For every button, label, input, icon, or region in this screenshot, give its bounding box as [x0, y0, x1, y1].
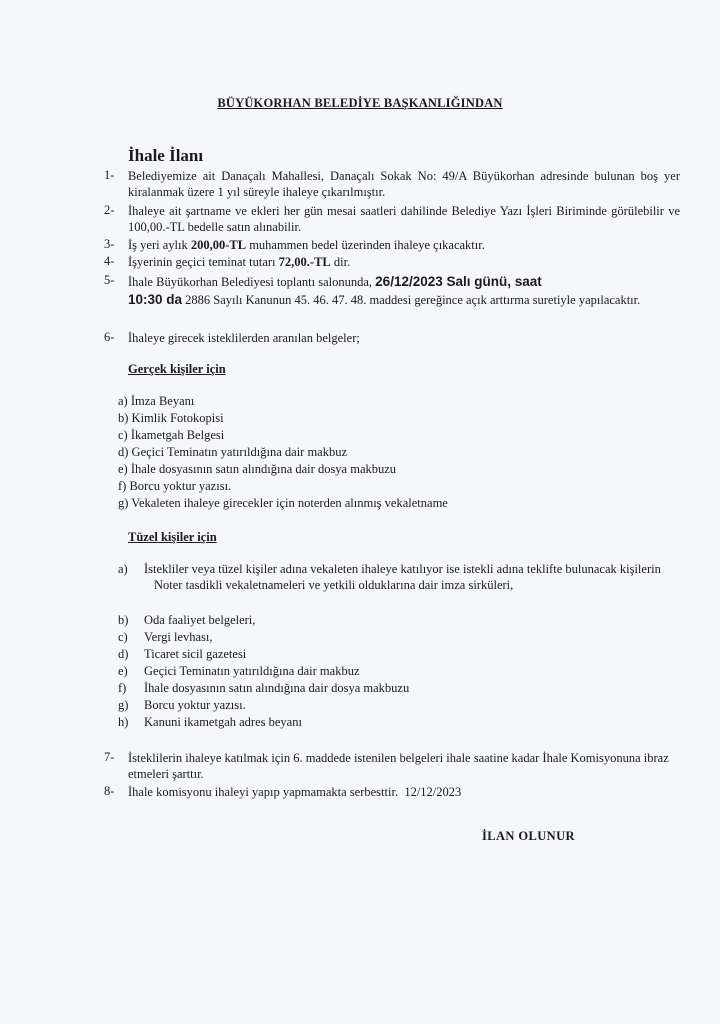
item-number: 1- [104, 168, 115, 182]
list-item: g) Vekaleten ihaleye girecekler için noterden alınmış vekaletname [118, 496, 448, 510]
item-number: 3- [104, 237, 115, 251]
item-number: 2- [104, 203, 115, 217]
item-text: İsteklilerin ihaleye katılmak için 6. maddede istenilen belgeleri ihale saatine kadar İhale Komisyonuna ibraz etmeleri şarttır. [128, 751, 669, 781]
guarantee-amount: 72,00.-TL [278, 255, 331, 269]
item-text: İhaleye girecek isteklilerden aranılan belgeler; [128, 331, 360, 345]
list-item: a) İmza Beyanı [118, 394, 195, 408]
item-text: İhale komisyonu ihaleyi yapıp yapmamakta serbesttir. 12/12/2023 [128, 785, 462, 799]
document-title: İhale İlanı [128, 146, 204, 165]
item-text [128, 237, 680, 253]
list-item: c) İkametgah Belgesi [118, 428, 225, 442]
document-header: BÜYÜKORHAN BELEDİYE BAŞKANLIĞINDAN [217, 96, 503, 110]
item-text: Belediyemize ait Danaçalı Mahallesi, Danaçalı Sokak No: 49/A Büyükorhan adresinde bulunan boş yer kiralanmak üzere 1 yıl süreyle ihaleye çıkarılmıştır. [128, 169, 680, 199]
list-item: Oda faaliyet belgeleri, [144, 613, 256, 627]
list-item: Kanuni ikametgah adres beyanı [144, 715, 302, 729]
list-marker: f) [118, 681, 127, 695]
closing-signature: İLAN OLUNUR [482, 829, 575, 843]
tender-time: 10:30 da [128, 292, 183, 307]
list-marker: e) [118, 664, 128, 678]
item-text-part: dir. [330, 255, 351, 269]
item-text-part: muhammen bedel üzerinden ihaleye çıkacaktır. [246, 238, 485, 252]
item-number: 4- [104, 254, 115, 268]
list-marker: a) [118, 562, 128, 576]
list-item: f) Borcu yoktur yazısı. [118, 479, 232, 493]
list-item: Geçici Teminatın yatırıldığına dair makbuz [144, 664, 360, 678]
item-text-part: 2886 Sayılı Kanunun 45. 46. 47. 48. maddesi gereğince açık arttırma suretiyle yapılacaktır. [182, 293, 641, 307]
item-text: İhaleye ait şartname ve ekleri her gün mesai saatleri dahilinde Belediye Yazı İşleri Biriminde görülebilir ve 100,00.-TL bedelle satın alınabilir. [128, 204, 680, 234]
list-item: Borcu yoktur yazısı. [144, 698, 246, 712]
list-item: Ticaret sicil gazetesi [144, 647, 247, 661]
item-number: 7- [104, 750, 115, 764]
list-item: Vergi levhası, [144, 630, 213, 644]
list-marker: d) [118, 647, 129, 661]
item-number: 6- [104, 330, 115, 344]
section-heading-legal-persons: Tüzel kişiler için [128, 530, 217, 544]
item-text-part: İhale Büyükorhan Belediyesi toplantı salonunda, [128, 275, 376, 289]
list-item: İstekliler veya tüzel kişiler adına vekaleten ihaleye katılıyor ise istekli adına teklifte bulunacak kişilerin Noter tasdikli vekaletnameleri ve yetkili olduklarına dair imza sirküleri, [144, 562, 661, 592]
list-item: İhale dosyasının satın alındığına dair dosya makbuzu [144, 681, 410, 695]
rent-amount: 200,00-TL [190, 238, 247, 252]
list-marker: h) [118, 715, 129, 729]
list-item: d) Geçici Teminatın yatırıldığına dair makbuz [118, 445, 348, 459]
list-marker: b) [118, 613, 129, 627]
item-text-part: İş yeri aylık [128, 238, 191, 252]
item-text-part: İşyerinin geçici teminat tutarı [128, 255, 279, 269]
list-marker: g) [118, 698, 129, 712]
item-text [128, 254, 680, 270]
list-item: e) İhale dosyasının satın alındığına dair dosya makbuzu [118, 462, 397, 476]
section-heading-real-persons: Gerçek kişiler için [128, 362, 226, 376]
tender-date: 26/12/2023 Salı günü, saat [375, 274, 542, 289]
item-number: 5- [104, 273, 115, 287]
item-number: 8- [104, 784, 115, 798]
item-text [128, 273, 680, 309]
list-item: b) Kimlik Fotokopisi [118, 411, 224, 425]
list-marker: c) [118, 630, 128, 644]
